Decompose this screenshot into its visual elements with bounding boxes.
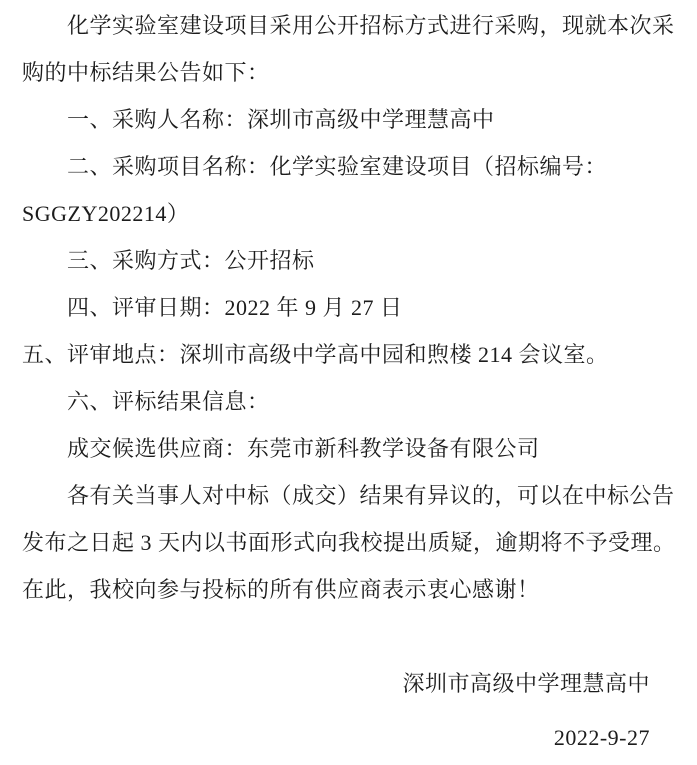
- item-6-result-info: 六、评标结果信息：: [67, 389, 270, 414]
- item-4-review-date: 四、评审日期：2022 年 9 月 27 日: [67, 295, 403, 320]
- item-3-method: 三、采购方式：公开招标: [67, 248, 315, 273]
- item-1-purchaser: 一、采购人名称：深圳市高级中学理慧高中: [67, 107, 495, 132]
- objection-notice-line-2: 发布之日起 3 天内以书面形式向我校提出质疑，逾期将不予受理。: [22, 530, 676, 555]
- signature-date: 2022-9-27: [553, 725, 650, 750]
- item-5-review-place: 五、评审地点：深圳市高级中学高中园和煦楼 214 会议室。: [22, 342, 609, 367]
- paragraph-intro-line-2: 购的中标结果公告如下：: [22, 60, 270, 85]
- blank-line: [22, 613, 667, 660]
- signature-school-name: 深圳市高级中学理慧高中: [402, 671, 650, 696]
- objection-notice-line-1: 各有关当事人对中标（成交）结果有异议的，可以在中标公告: [67, 483, 675, 508]
- paragraph-intro-line-1: 化学实验室建设项目采用公开招标方式进行采购，现就本次采: [67, 13, 675, 38]
- thanks-line: 在此，我校向参与投标的所有供应商表示衷心感谢！: [22, 577, 540, 602]
- item-2-project-name: 二、采购项目名称：化学实验室建设项目（招标编号：: [67, 154, 608, 179]
- winning-supplier: 成交候选供应商：东莞市新科教学设备有限公司: [67, 436, 540, 461]
- item-2-tender-number: SGGZY202214）: [22, 201, 190, 226]
